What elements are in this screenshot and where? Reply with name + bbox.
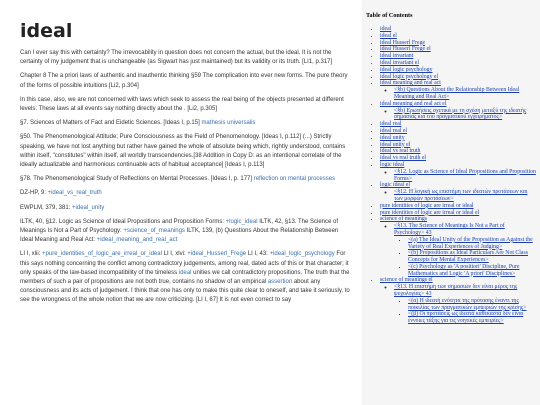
toc-item (380, 74, 536, 81)
toc-sublist (380, 108, 536, 122)
toc-item (380, 121, 536, 128)
toc-link[interactable]: ideal unity el (380, 141, 411, 148)
toc-item (380, 80, 536, 100)
toc-link[interactable]: <(a) The Ideal Unity of the Proposition as Against the Variety of Real Experiences of Judging> (408, 236, 533, 250)
toc-sublist (380, 189, 536, 203)
toc-sidebar (362, 0, 540, 405)
link-ideal-logic-psychology[interactable]: +ideal_logic_psychology (269, 251, 335, 258)
link-assertion[interactable]: assertion (267, 279, 293, 286)
toc-link[interactable]: logic ideal (380, 161, 405, 168)
toc-item (380, 135, 536, 142)
paragraph-text: §78. The Phenomenological Study of Reflections on Mental Processes. [Ideas I, p. 177] (20, 176, 254, 183)
toc-item (394, 169, 536, 183)
article-body (20, 49, 352, 311)
toc-item (380, 162, 536, 182)
paragraph: Can I ever say this with certainty? The irrevocability in question does not concern the actual, but the ideal. It is not the certainty of my judgement that is unchangeable (as Sigwart has just maintained) but its validity or its truth. [LI1, p.317] (20, 50, 333, 66)
toc-link[interactable]: ideal invariant el (380, 59, 419, 66)
toc-heading: Table of Contents (366, 12, 413, 19)
paragraph (20, 218, 352, 246)
toc-link[interactable]: ideal Husserl Frege (380, 39, 426, 46)
paragraph (20, 204, 352, 213)
link-ideal-meaning-and-real-act[interactable]: +ideal_meaning_and_real_act (96, 237, 178, 244)
link-reflection-on-mental-processes[interactable]: reflection on mental processes (253, 176, 336, 183)
toc-sublist (394, 237, 536, 278)
toc-link[interactable]: ideal real (380, 121, 402, 128)
toc-link[interactable]: <§12. Logic as Science of Ideal Propositions and Proposition Forms> (394, 168, 536, 182)
page-title: ideal (20, 20, 73, 42)
paragraph (20, 189, 352, 198)
toc-link[interactable]: ideal vs real truth (380, 148, 421, 155)
toc-link[interactable]: <(α) Η ιδεατή ενότητα της πρότασης έναντι της ποικιλίας των πραγματικών εμπειριών της κρίσης> (408, 297, 527, 311)
toc-item (394, 108, 536, 122)
toc-link[interactable]: pure identities of logic are irreal or ideal el (380, 209, 480, 216)
toc-link[interactable]: <§13. The Science of Meanings Is Not a Part of Psychology> 43 (394, 223, 505, 236)
toc-sublist (380, 223, 536, 277)
paragraph: Chapter 8 The a priori laws of authentic and inauthentic thinking §59 The complication into ever new forms. The pure theory of the forms of possible intuitions [Li2, p.304] (20, 73, 348, 89)
toc-item (380, 67, 536, 74)
toc-item (394, 87, 536, 101)
toc-item (380, 203, 536, 210)
paragraph-text: LI I, xlvi: (161, 251, 188, 258)
toc-item (408, 264, 536, 278)
toc-item (394, 223, 536, 277)
paragraph-text: about any consciousness and its acts of judgement. I think that one has only to make this quite clear to oneself, and take it seriously, to see the wrongness of the whole notion that we are now criticizing. [LI I, 67] It is not even correct to say (20, 279, 350, 304)
paragraph-text: ILTK, 139, (b) Questions About the Relationship Between Ideal Meaning and Real Act: (20, 228, 339, 244)
link-science-of-meanings[interactable]: +science_of_meanings (123, 228, 185, 235)
toc-link[interactable]: ideal unity (380, 134, 405, 141)
link-ideal[interactable]: ideal (178, 269, 192, 276)
paragraph-text: For this says nothing concerning the conflict among contradictory judgements, among real, dated acts of this or that character; it only speaks of the law-based incompatibility of the timeless (20, 251, 349, 276)
toc-link[interactable]: pure identities of logic are irreal or ideal (380, 202, 474, 209)
toc-item (380, 128, 536, 135)
toc-link[interactable]: ideal (380, 26, 392, 32)
toc-sublist (380, 169, 536, 183)
toc-item (380, 53, 536, 60)
toc-item (380, 26, 536, 33)
toc-item (380, 33, 536, 40)
link-pure-identities[interactable]: +pure_identities_of_logic_are_irreal_or_ideal (42, 251, 162, 258)
toc-link[interactable]: <§b) Ερωτήσεις σχετικά με τη σχέση μεταξύ της ιδεατής σημασίας και του πραγματικού εγχειρήματος> (394, 107, 527, 121)
link-mathesis-universalis[interactable]: mathesis universalis (201, 120, 256, 127)
paragraph (20, 119, 352, 128)
toc-link[interactable]: <(β) Οι προτάσεις ως ιδεατά καθέκαστα δεν είναι έννοιες τάξης για τις νοητικές εμπειρίες> (408, 311, 524, 325)
toc-link[interactable]: ideal logic psychology el (380, 73, 439, 80)
toc-item (408, 250, 536, 264)
toc-sublist (394, 298, 536, 325)
toc-item (380, 40, 536, 47)
toc-item (408, 311, 536, 325)
toc-item (380, 216, 536, 277)
toc-link[interactable]: <(b) Propositions as Ideal Particulars Are Not Class Concepts for Mental Experiences> (408, 250, 528, 264)
toc-item (380, 277, 536, 325)
toc-link[interactable]: <(c) Psychology as 'A positiori' Discipline, Pure Mathematics and Logic 'A priori' Disciplines> (408, 263, 520, 277)
paragraph-text: unities we call contradictory propositions. The truth that the members of such a pair of propositions are not both true, contains no shadow of an empirical (20, 269, 350, 286)
toc-link[interactable]: ideal logic psychology (380, 66, 433, 73)
toc-link[interactable]: ideal invariant (380, 53, 414, 60)
toc-item (408, 237, 536, 251)
toc-link[interactable]: logic ideal el (380, 182, 410, 189)
paragraph-text: DZ-HP, 9: (20, 190, 48, 197)
link-ideal-husserl-frege[interactable]: +ideal_Husserl_Frege (187, 251, 247, 258)
link-ideal-unity[interactable]: +ideal_unity (72, 204, 105, 211)
toc-link[interactable]: <§b) Questions About the Relationship Between Ideal Meaning and Real Act> (394, 87, 520, 100)
toc-link[interactable]: science of meanings (380, 216, 428, 223)
toc-link[interactable]: ideal el (380, 32, 397, 39)
toc-item (380, 142, 536, 149)
toc-item (380, 101, 536, 121)
link-logic-ideal[interactable]: +logic_ideal (225, 218, 258, 225)
paragraph-text: §7. Sciences of Matters of Fact and Eidetic Sciences. [Ideas I, p.15] (20, 120, 202, 127)
paragraph-text: LI I, xlii: (20, 251, 43, 258)
link-ideal-vs-real-truth[interactable]: +ideal_vs_real_truth (47, 190, 102, 197)
toc-item (380, 46, 536, 53)
toc-item (380, 155, 536, 162)
toc-item (394, 189, 536, 203)
paragraph (20, 175, 352, 184)
paragraph (20, 250, 352, 305)
paragraph-text: ILTK, 42, §13. The Science of Meanings Is Not a Part of Psychology: (20, 218, 339, 235)
toc-link[interactable]: ideal real el (380, 127, 408, 134)
paragraph-text: LI I, 43: (246, 251, 270, 258)
toc-link[interactable]: ideal vs real truth el (380, 155, 427, 162)
toc-item (380, 182, 536, 202)
paragraph-text: EWPLM, 379, 381: (20, 204, 73, 211)
toc-link[interactable]: science of meanings el (380, 277, 433, 284)
toc-list (362, 26, 540, 325)
toc-sublist (380, 284, 536, 325)
toc-item (394, 284, 536, 325)
paragraph: In this case, also, we are not concerned with laws which seek to assess the real being of the objects presented at different levels: These laws at all events say nothing directly about the . [Li2, p.305] (20, 96, 344, 113)
toc-item (408, 298, 536, 312)
toc-item (380, 148, 536, 155)
toc-link[interactable]: ideal meaning and real act el (380, 100, 447, 107)
toc-link[interactable]: <§12. Η λογική ως επιστήμη των ιδεατών προτάσεων και των μορφών προτάσεων> (394, 189, 528, 202)
toc-link[interactable]: ideal meaning and real act (380, 80, 441, 87)
paragraph: §50. The Phenomenological Attitude; Pure Consciousness as the Field of Phenomenology. [Ideas I, p.112] (...) Strictly speaking, we have not lost anything but rather have gained the whole of absolute being which, rightly understood, contains within itself, "constitutes" within itself, all worldly transcendencies.[38 Addition in Copy D: as an intentional correlate of the ideally actualizable and harmonious continuable acts of habitual acceptance] [Ideas I, p.113] (20, 134, 346, 169)
toc-sublist (380, 87, 536, 101)
toc-link[interactable]: ideal Husserl Frege el (380, 46, 431, 53)
toc-link[interactable]: <§13. Η επιστήμη των σημασιών δεν είναι μέρος της ψυχολογίας> 43 (394, 284, 518, 298)
toc-item (380, 60, 536, 67)
paragraph-text: ILTK, 40, §12. Logic as Science of Ideal Propositions and Proposition Forms: (20, 218, 226, 225)
